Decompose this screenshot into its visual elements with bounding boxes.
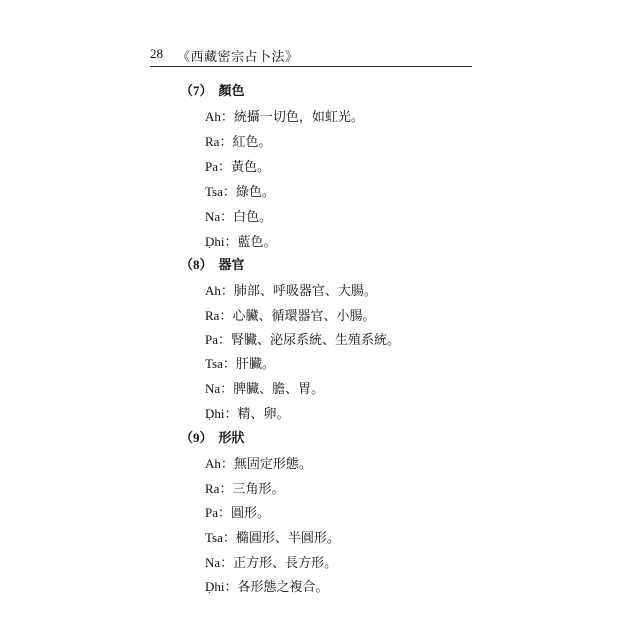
list-item	[205, 181, 275, 200]
section-heading-colors	[180, 80, 245, 99]
list-item	[205, 206, 272, 225]
syllable-key: Ḍhi	[205, 406, 225, 421]
entry-value: ：黃色。	[218, 160, 271, 175]
list-item	[205, 280, 377, 299]
syllable-key: Ra	[205, 481, 220, 496]
entry-value: ：橢圓形、半圓形。	[222, 531, 340, 546]
section-title: 顏色	[218, 84, 245, 99]
entry-value: ：三角形。	[219, 482, 285, 497]
syllable-key: Ah	[205, 109, 221, 124]
entry-value: ：統攝一切色，如虹光。	[220, 110, 364, 125]
entry-value: ：精、卵。	[224, 407, 290, 422]
entry-value: ：正方形、長方形。	[220, 556, 338, 571]
section-number: （9）	[180, 430, 213, 445]
list-item	[205, 353, 275, 372]
syllable-key: Ra	[205, 134, 220, 149]
syllable-key: Na	[205, 555, 221, 570]
list-item	[205, 478, 284, 497]
section-heading-shapes	[180, 427, 245, 446]
list-item	[205, 106, 364, 125]
section-number: （8）	[180, 257, 213, 272]
syllable-key: Tsa	[205, 356, 223, 371]
list-item	[205, 453, 312, 472]
syllable-key: Na	[205, 209, 221, 224]
list-item	[205, 156, 270, 175]
list-item	[205, 527, 340, 546]
entry-value: ：綠色。	[222, 185, 275, 200]
list-item	[205, 329, 400, 348]
entry-value: ：白色。	[220, 210, 273, 225]
page-number: 28	[150, 46, 163, 61]
entry-value: ：肺部、呼吸器官、大腸。	[220, 284, 377, 299]
syllable-key: Pa	[205, 332, 218, 347]
section-title: 器官	[218, 258, 245, 273]
section-heading-organs	[180, 254, 245, 273]
syllable-key: Pa	[205, 505, 218, 520]
entry-value: ：脾臟、膽、胃。	[220, 382, 325, 397]
entry-value: ：各形態之複合。	[224, 580, 329, 595]
entry-value: ：無固定形態。	[220, 457, 312, 472]
syllable-key: Ḍhi	[205, 579, 225, 594]
syllable-key: Ah	[205, 283, 221, 298]
syllable-key: Pa	[205, 159, 218, 174]
list-item	[205, 131, 271, 150]
entry-value: ：腎臟、泌尿系統、生殖系統。	[218, 333, 401, 348]
entry-value: ：肝臟。	[222, 357, 275, 372]
syllable-key: Ah	[205, 456, 221, 471]
list-item	[205, 305, 375, 324]
section-number: （7）	[180, 83, 213, 98]
list-item	[205, 576, 329, 595]
entry-value: ：紅色。	[219, 135, 272, 150]
syllable-key: Tsa	[205, 184, 223, 199]
syllable-key: Ra	[205, 308, 220, 323]
entry-value: ：圓形。	[218, 506, 271, 521]
list-item	[205, 403, 290, 422]
entry-value: ：藍色。	[224, 235, 277, 250]
section-title: 形狀	[218, 431, 245, 446]
syllable-key: Tsa	[205, 530, 223, 545]
entry-value: ：心臟、循環器官、小腸。	[219, 309, 376, 324]
book-title: 《西藏密宗占卜法》	[177, 50, 299, 65]
list-item	[205, 552, 337, 571]
running-header	[150, 46, 472, 67]
syllable-key: Na	[205, 381, 221, 396]
list-item	[205, 231, 277, 250]
list-item	[205, 502, 270, 521]
list-item	[205, 378, 324, 397]
syllable-key: Ḍhi	[205, 234, 225, 249]
